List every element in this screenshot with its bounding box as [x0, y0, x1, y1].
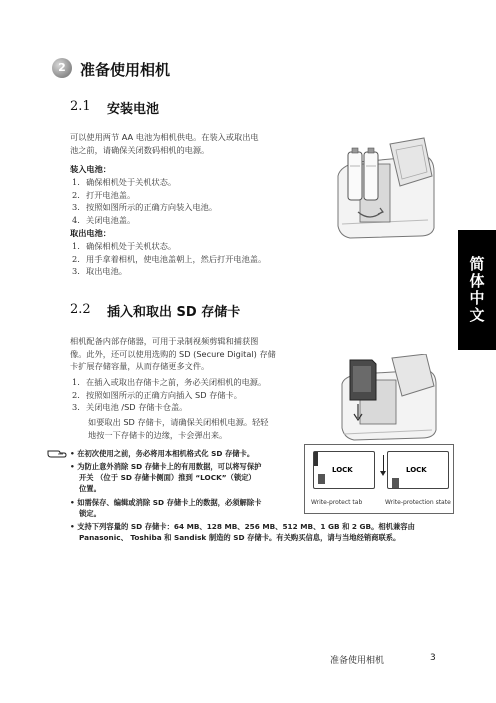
- list-item: 3. 取出电池。: [72, 266, 127, 276]
- bullet-icon: •: [70, 522, 75, 531]
- footer-title: 准备使用相机: [330, 656, 385, 666]
- remove-heading: 取出电池：: [70, 228, 111, 238]
- bullet-icon: •: [70, 449, 75, 458]
- list-item: 3. 关闭电池 /SD 存储卡仓盖。: [72, 402, 188, 412]
- section-title: 安装电池: [107, 102, 160, 117]
- list-item: 4. 关闭电池盖。: [72, 214, 136, 225]
- battery-install-illustration: [328, 136, 440, 240]
- install-heading: 装入电池：: [70, 164, 111, 174]
- section-number: 2.1: [70, 99, 91, 114]
- list-item: 2. 按照如图所示的正确方向插入 SD 存储卡。: [72, 389, 242, 400]
- chapter-title: 准备使用相机: [80, 61, 171, 79]
- list-item: 1. 在插入或取出存储卡之前，务必关闭相机的电源。: [72, 377, 267, 387]
- caption-write-protection-state: Write-protection state: [385, 499, 451, 506]
- note-item: • 如需保存、编辑或消除 SD 存储卡上的数据，必须解除卡 锁定。: [70, 498, 262, 518]
- list-item: 2. 用手拿着相机，使电池盖朝上，然后打开电池盖。: [72, 253, 267, 264]
- pointing-hand-icon: [47, 448, 67, 460]
- section-title: 插入和取出 SD 存储卡: [107, 305, 241, 320]
- write-protect-figure: [304, 444, 454, 514]
- sd-card-insert-illustration: [336, 354, 440, 442]
- note-item: • 为防止意外消除 SD 存储卡上的有用数据，可以将写保护 开关 （位于 SD 存储卡侧面）推到 “LOCK”（锁定） 位置。: [70, 462, 262, 493]
- sd-card-unlocked-diagram: LOCK: [313, 451, 375, 489]
- note-item: • 在初次使用之前，务必将用本相机格式化 SD 存储卡。: [70, 449, 255, 458]
- list-item: 2. 打开电池盖。: [72, 189, 136, 200]
- note-item: • 支持下列容量的 SD 存储卡：64 MB、128 MB、256 MB、512 MB、1 GB 和 2 GB。相机兼容由 Panasonic、 Toshiba 和 Sandisk 制造的 SD 存储卡。有关购买信息，请与当地经销商联系。: [70, 522, 415, 542]
- list-item: 1. 确保相机处于关机状态。: [72, 241, 177, 251]
- list-item: 1. 确保相机处于关机状态。: [72, 177, 177, 187]
- eject-instruction: 如要取出 SD 存储卡，请确保关闭相机电源。轻轻 地按一下存储卡的边缘，卡会弹出来。: [88, 417, 269, 440]
- remove-steps-list: [72, 240, 322, 278]
- caption-write-protect-tab: Write-protect tab: [311, 499, 363, 506]
- language-side-tab: 简体中文: [458, 230, 496, 350]
- section-intro: 相机配备内部存储器，可用于录制视频剪辑和捕获图 像。此外，还可以使用选购的 SD (Secure Digital) 存储 卡扩展存储容量，从而存储更多文件。: [70, 336, 276, 371]
- page-number: 3: [430, 653, 436, 663]
- sd-steps-list: [72, 376, 328, 414]
- bullet-icon: •: [70, 498, 75, 507]
- install-steps-list: [72, 176, 322, 226]
- section-intro: 可以使用两节 AA 电池为相机供电。在装入或取出电 池之前，请确保关闭数码相机的电源。: [70, 132, 259, 155]
- section-number: 2.2: [70, 302, 91, 317]
- list-item: 3. 按照如图所示的正确方向装入电池。: [72, 202, 218, 212]
- bullet-icon: •: [70, 462, 75, 471]
- sd-card-locked-diagram: LOCK: [387, 451, 449, 489]
- chapter-number-badge: 2: [52, 58, 72, 78]
